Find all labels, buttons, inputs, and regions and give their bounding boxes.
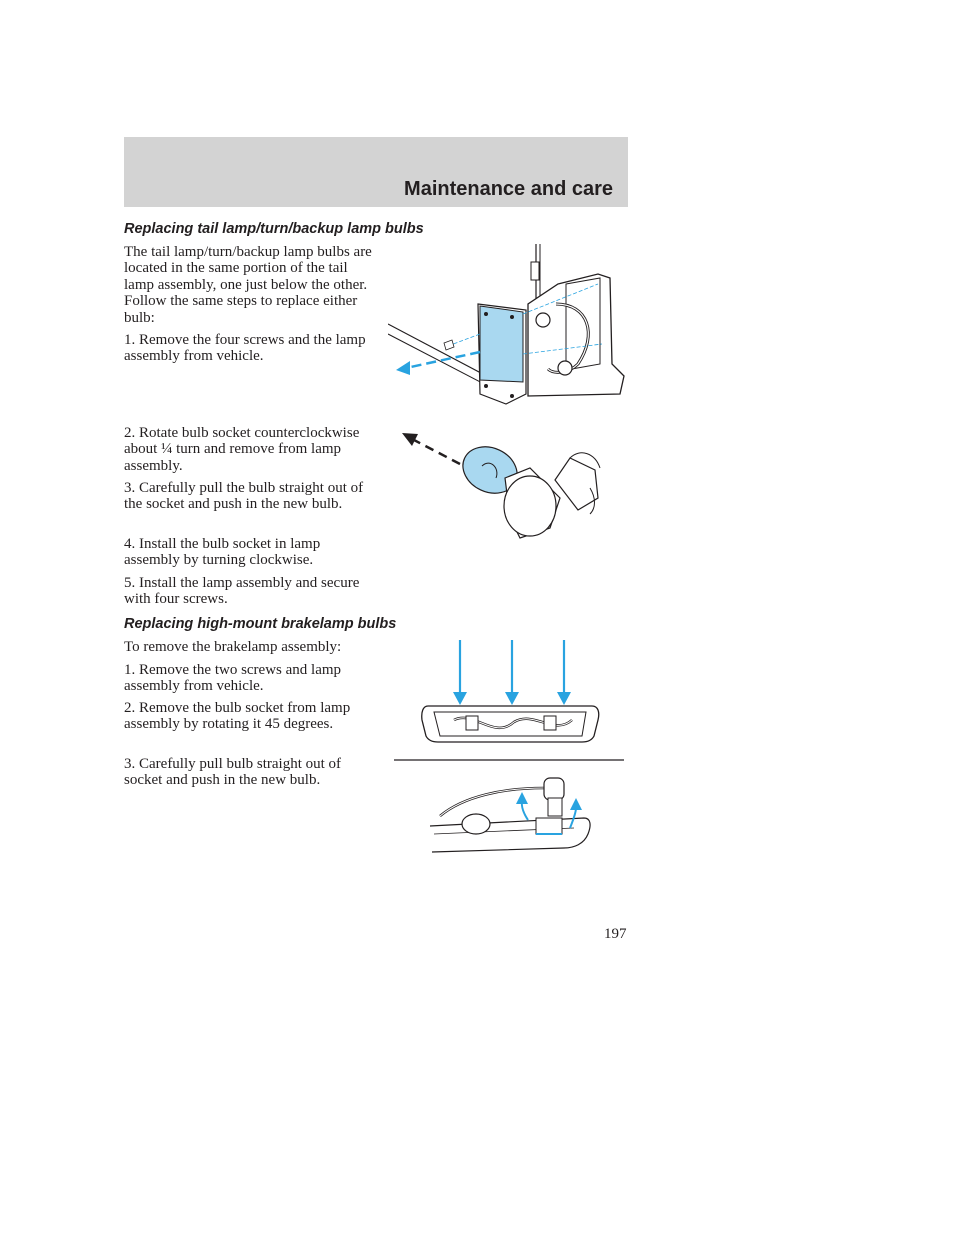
tail-lamp-step-4: 4. Install the bulb socket in lamp assembly by turning clockwise. (124, 536, 321, 569)
tail-lamp-step-3: 3. Carefully pull the bulb straight out of the socket and push in the new bulb. (124, 480, 364, 513)
brakelamp-step-1: 1. Remove the two screws and lamp assembly from vehicle. (124, 662, 342, 695)
tail-lamp-assembly-illustration (388, 244, 628, 412)
tail-lamp-heading: Replacing tail lamp/turn/backup lamp bulbs (124, 221, 424, 237)
tail-lamp-step-1: 1. Remove the four screws and the lamp assembly from vehicle. (124, 332, 366, 365)
brakelamp-socket-illustration (424, 774, 594, 856)
bulb-socket-illustration (400, 428, 610, 544)
tail-lamp-step-5: 5. Install the lamp assembly and secure with four screws. (124, 575, 360, 608)
brakelamp-step-3: 3. Carefully pull bulb straight out of socket and push in the new bulb. (124, 756, 342, 789)
header-band (124, 137, 628, 207)
brakelamp-intro: To remove the brakelamp assembly: (124, 639, 342, 655)
section-title: Maintenance and care (404, 178, 613, 200)
tail-lamp-step-2: 2. Rotate bulb socket counterclockwise about ¼ turn and remove from lamp assembly. (124, 425, 360, 474)
brakelamp-step-2: 2. Remove the bulb socket from lamp assembly by rotating it 45 degrees. (124, 700, 351, 733)
brakelamp-screws-illustration (394, 640, 626, 764)
page-number: 197 (604, 926, 627, 942)
brakelamp-heading: Replacing high-mount brakelamp bulbs (124, 616, 397, 632)
tail-lamp-intro: The tail lamp/turn/backup lamp bulbs are located in the same portion of the tail lamp assembly, one just below the other. Follow the same steps to replace either bulb: (124, 244, 372, 326)
